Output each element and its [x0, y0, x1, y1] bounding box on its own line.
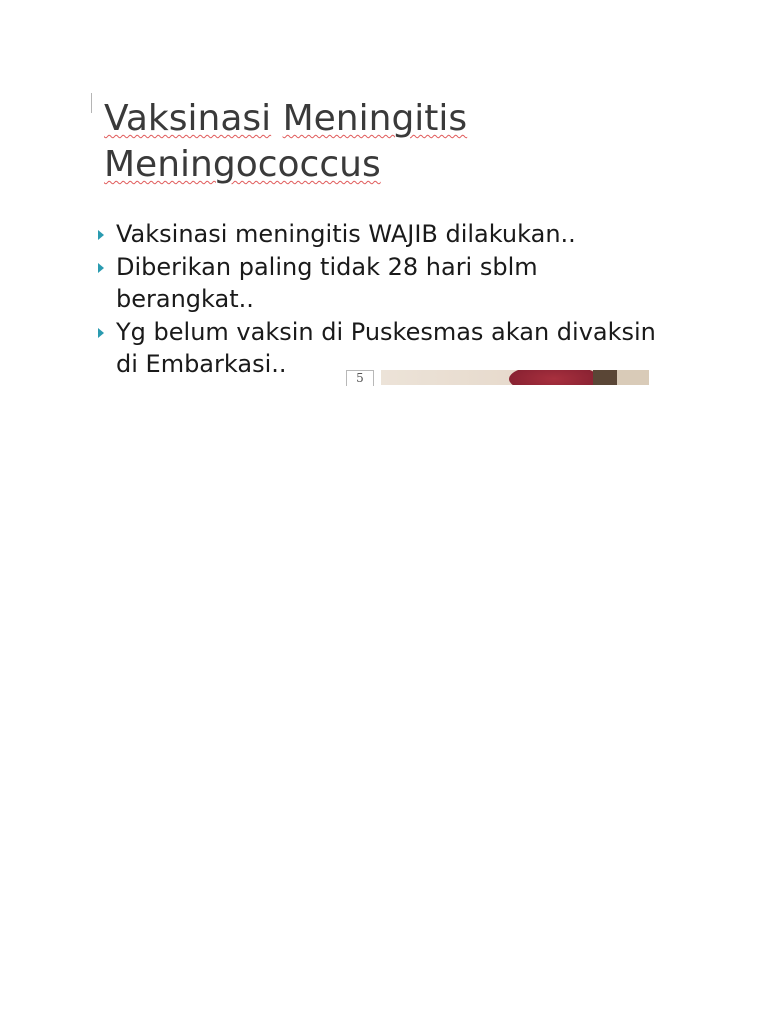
title-line-2 [104, 142, 467, 188]
title-word-meningococcus: Meningococcus [104, 144, 381, 185]
photo-red-shape [509, 370, 599, 385]
bullet-text: Vaksinasi meningitis WAJIB dilakukan.. [116, 220, 576, 248]
bullet-item [96, 218, 686, 250]
bullet-text: Yg belum vaksin di Puskesmas akan divaksin [116, 318, 656, 346]
title-word-vaksinasi: Vaksinasi [104, 98, 272, 139]
bullet-item [96, 251, 686, 315]
bullet-text-continued: di Embarkasi.. [116, 350, 287, 378]
bullet-text-continued: berangkat.. [116, 285, 254, 313]
triangle-right-icon [98, 263, 104, 273]
bullet-text: Diberikan paling tidak 28 hari sblm [116, 253, 538, 281]
photo-dark-region [593, 370, 617, 385]
text-cursor-mark [91, 93, 92, 113]
slide-number-badge: 5 [346, 370, 374, 386]
title-word-meningitis: Meningitis [282, 98, 468, 139]
photo-light-region [617, 370, 649, 385]
title-line-1 [104, 96, 467, 142]
bullet-list [96, 218, 686, 381]
cropped-photo [381, 370, 649, 385]
triangle-right-icon [98, 230, 104, 240]
slide-title [104, 96, 467, 188]
triangle-right-icon [98, 328, 104, 338]
